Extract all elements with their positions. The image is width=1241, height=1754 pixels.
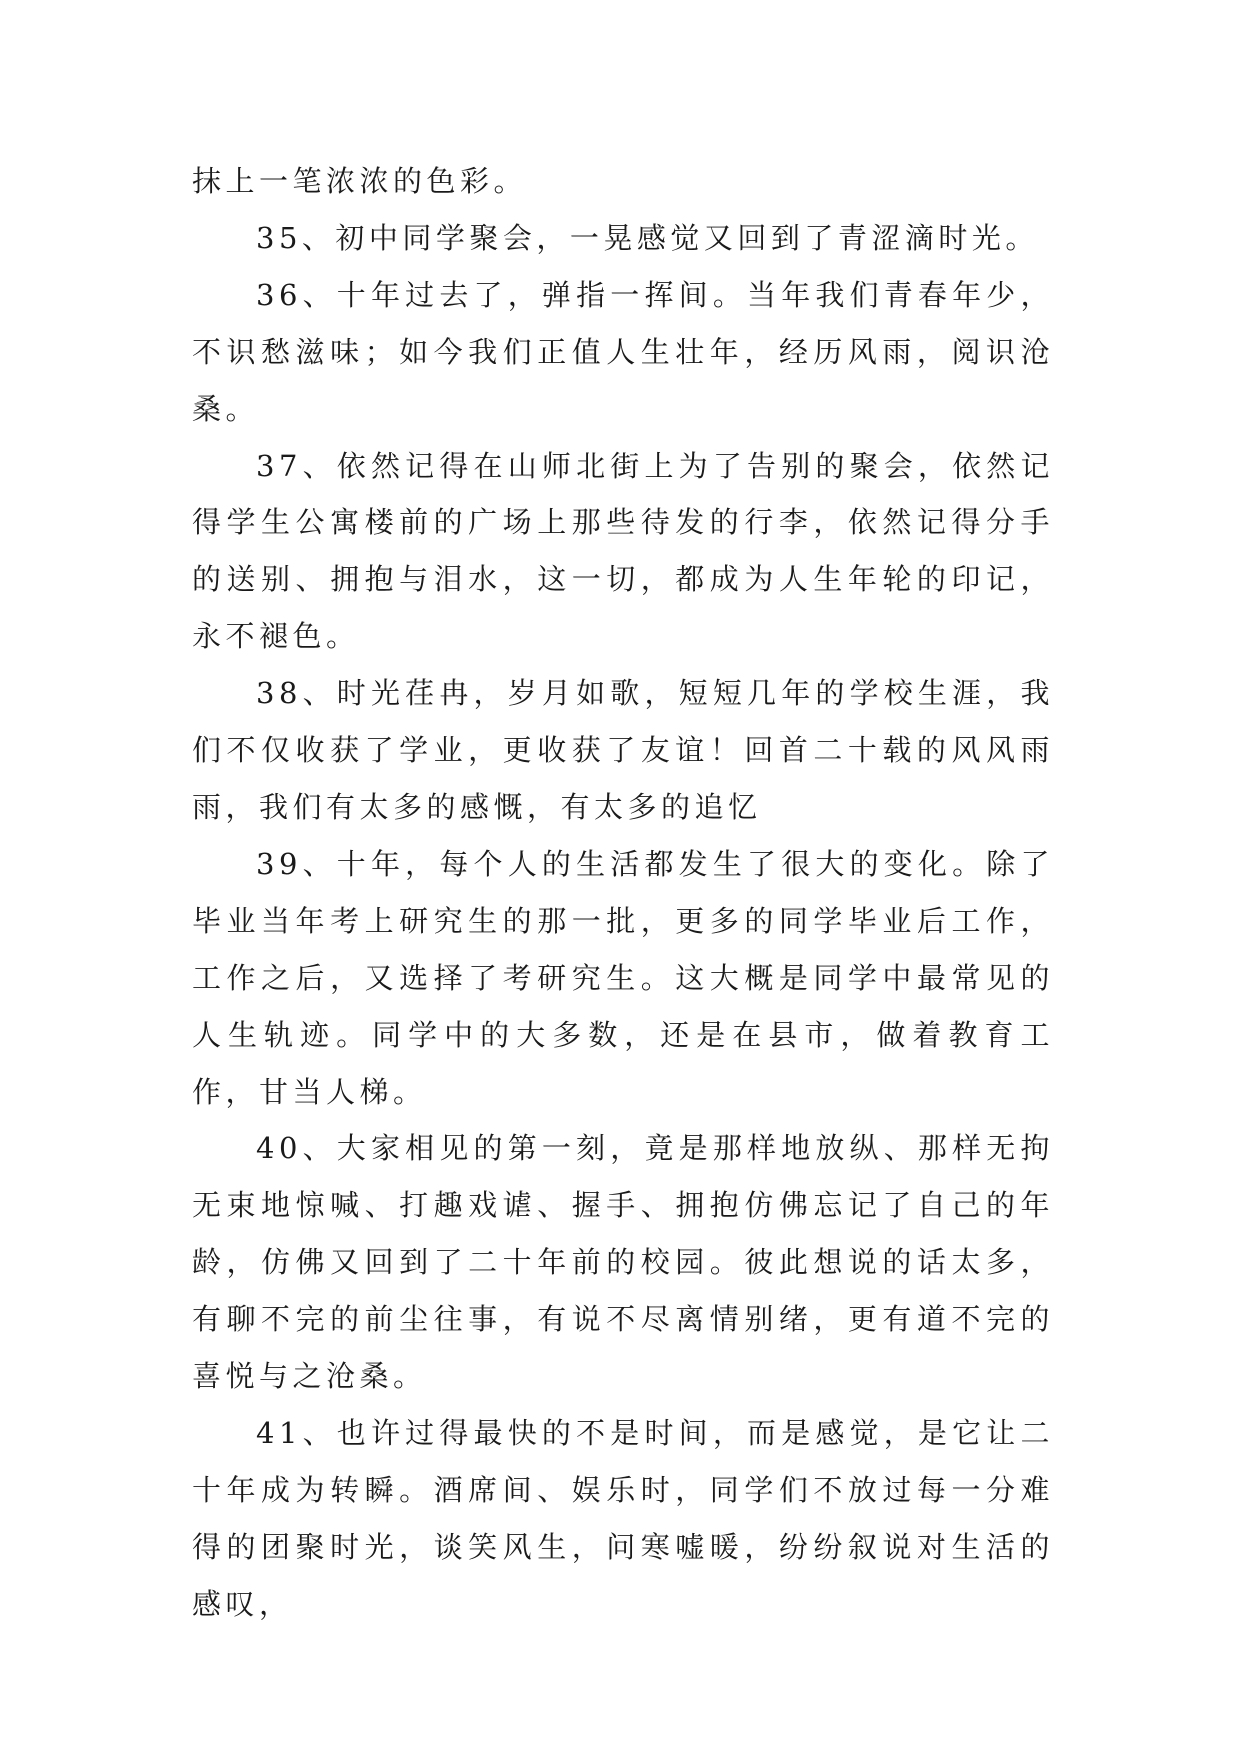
- paragraph-40: 40、大家相见的第一刻，竟是那样地放纵、那样无拘无束地惊喊、打趣戏谑、握手、拥抱仿佛忘记了自己的年龄，仿佛又回到了二十年前的校园。彼此想说的话太多，有聊不完的前尘往事，有说不尽离情别绪，更有道不完的喜悦与之沧桑。: [192, 1131, 1054, 1394]
- document-body: [192, 153, 1054, 1633]
- paragraph-37: 37、依然记得在山师北街上为了告别的聚会，依然记得学生公寓楼前的广场上那些待发的行李，依然记得分手的送别、拥抱与泪水，这一切，都成为人生年轮的印记，永不褪色。: [192, 448, 1054, 654]
- paragraph-39: 39、十年，每个人的生活都发生了很大的变化。除了毕业当年考上研究生的那一批，更多的同学毕业后工作，工作之后，又选择了考研究生。这大概是同学中最常见的人生轨迹。同学中的大多数，还是在县市，做着教育工作，甘当人梯。: [192, 846, 1054, 1109]
- paragraph-35: 35、初中同学聚会，一晃感觉又回到了青涩滴时光。: [256, 220, 1039, 255]
- paragraph-36: 36、十年过去了，弹指一挥间。当年我们青春年少，不识愁滋味；如今我们正值人生壮年，经历风雨，阅识沧桑。: [192, 277, 1054, 426]
- paragraph-38: 38、时光荏冉，岁月如歌，短短几年的学校生涯，我们不仅收获了学业，更收获了友谊！回首二十载的风风雨雨，我们有太多的感慨，有太多的追忆: [192, 676, 1054, 824]
- paragraph-41: 41、也许过得最快的不是时间，而是感觉，是它让二十年成为转瞬。酒席间、娱乐时，同学们不放过每一分难得的团聚时光，谈笑风生，问寒嘘暖，纷纷叙说对生活的感叹，: [192, 1415, 1054, 1621]
- paragraph-continuation: 抹上一笔浓浓的色彩。: [192, 164, 528, 198]
